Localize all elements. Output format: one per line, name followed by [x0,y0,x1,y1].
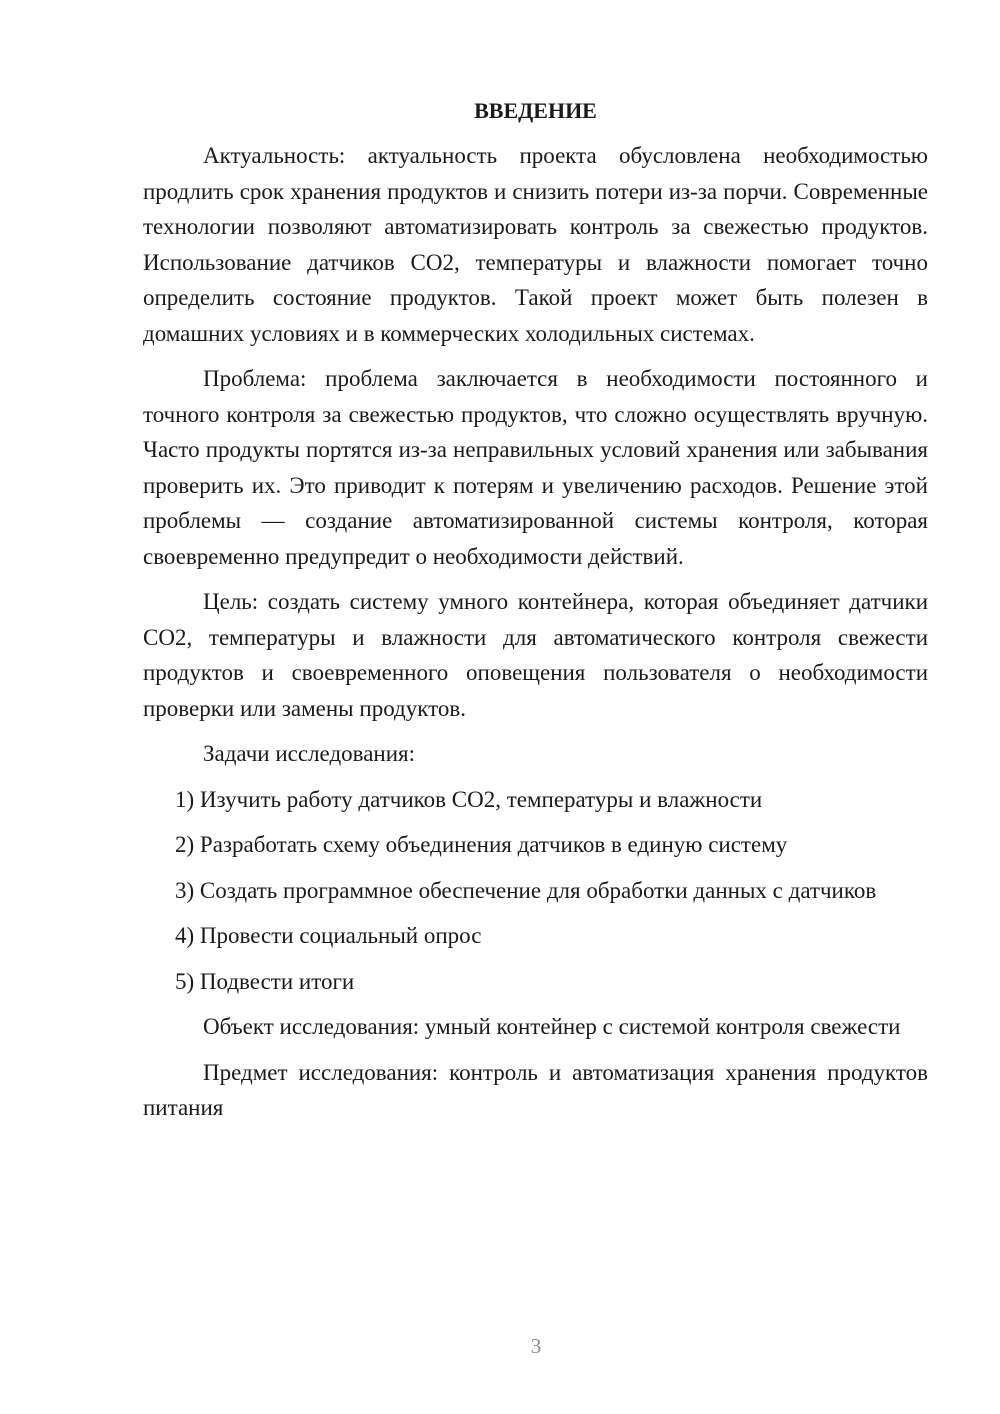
page-content [143,93,928,1136]
task-item-3: 3) Создать программное обеспечение для обработки данных с датчиков [175,877,877,903]
problem-paragraph: Проблема: проблема заключается в необходимости постоянного и точного контроля за свежестью продуктов, что сложно осуществлять вручную. Часто продукты портятся из-за неправильных условий хранения или забывания проверить их. Это приводит к потерям и увеличению расходов. Решение этой проблемы — создание автоматизированной системы контроля, которая своевременно предупредит о необходимости действий. [143,366,928,569]
subject-paragraph: Предмет исследования: контроль и автоматизация хранения продуктов питания [143,1059,928,1120]
task-item-2: 2) Разработать схему объединения датчиков в единую систему [175,832,788,857]
object-paragraph: Объект исследования: умный контейнер с системой контроля свежести [203,1014,901,1039]
task-item-1: 1) Изучить работу датчиков CO2, температуры и влажности [175,786,763,812]
task-item-5: 5) Подвести итоги [175,968,355,994]
task-item-4: 4) Провести социальный опрос [175,923,482,948]
section-title: ВВЕДЕНИЕ [474,98,597,123]
page-number: 3 [530,1334,542,1358]
tasks-heading: Задачи исследования: [203,741,416,766]
relevance-paragraph: Актуальность: актуальность проекта обусловлена необходимостью продлить срок хранения продуктов и снизить потери из-за порчи. Современные технологии позволяют автоматизировать контроль за свежестью продуктов. Использование датчиков CO2, температуры и влажности помогает точно определить состояние продуктов. Такой проект может быть полезен в домашних условиях и в коммерческих холодильных системах. [143,143,928,346]
goal-paragraph: Цель: создать систему умного контейнера, которая объединяет датчики CO2, температуры и влажности для автоматического контроля свежести продуктов и своевременного оповещения пользователя о необходимости проверки или замены продуктов. [143,589,928,721]
